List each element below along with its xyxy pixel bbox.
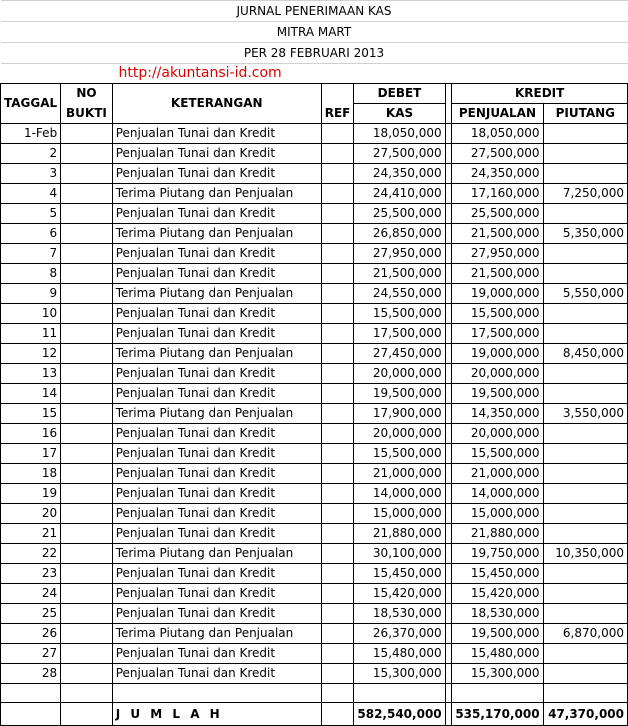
cell-ref: [321, 464, 354, 484]
table-row: [1, 424, 628, 444]
cell-kas: 26,370,000: [354, 624, 445, 644]
cell-tanggal: 25: [1, 604, 61, 624]
cell-piutang: [543, 364, 627, 384]
cell-piutang: [543, 584, 627, 604]
cell-keterangan: Terima Piutang dan Penjualan: [112, 624, 321, 644]
cell-divider: [445, 604, 452, 624]
cell-keterangan: Penjualan Tunai dan Kredit: [112, 584, 321, 604]
header-piutang: PIUTANG: [543, 104, 627, 124]
cell-penjualan: 21,500,000: [452, 224, 543, 244]
cell-ref: [321, 424, 354, 444]
table-row: [1, 504, 628, 524]
cell-penjualan: 15,500,000: [452, 304, 543, 324]
total-label: J U M L A H: [112, 703, 321, 726]
cell-tanggal: 17: [1, 444, 61, 464]
table-row: [1, 624, 628, 644]
cell-piutang: [543, 164, 627, 184]
cell-ref: [321, 584, 354, 604]
cell-no-bukti: [61, 504, 113, 524]
cell-divider: [445, 504, 452, 524]
cell-divider: [445, 644, 452, 664]
cell-tanggal: 18: [1, 464, 61, 484]
cell-ref: [321, 364, 354, 384]
cell-kas: 20,000,000: [354, 364, 445, 384]
cell-tanggal: 19: [1, 484, 61, 504]
cell-divider: [445, 524, 452, 544]
cell-no-bukti: [61, 164, 113, 184]
cell-keterangan: Penjualan Tunai dan Kredit: [112, 524, 321, 544]
cell-kas: 27,950,000: [354, 244, 445, 264]
cell-kas: 14,000,000: [354, 484, 445, 504]
cell-piutang: 10,350,000: [543, 544, 627, 564]
cell-divider: [445, 544, 452, 564]
cell-tanggal: 14: [1, 384, 61, 404]
cell-divider: [445, 264, 452, 284]
cell-kas: 18,050,000: [354, 124, 445, 144]
cell-penjualan: 18,050,000: [452, 124, 543, 144]
cell-tanggal: 7: [1, 244, 61, 264]
table-row: [1, 244, 628, 264]
cell-penjualan: 19,500,000: [452, 624, 543, 644]
cell-ref: [321, 624, 354, 644]
cell-ref: [321, 664, 354, 684]
cell-ref: [321, 244, 354, 264]
cell-no-bukti: [61, 664, 113, 684]
cell-divider: [445, 304, 452, 324]
cell-tanggal: 16: [1, 424, 61, 444]
total-kas: 582,540,000: [354, 703, 445, 726]
cell-piutang: [543, 684, 627, 703]
cell-no-bukti: [61, 564, 113, 584]
cell-tanggal: 26: [1, 624, 61, 644]
table-row: [1, 544, 628, 564]
cell-divider: [445, 324, 452, 344]
cell-ref: [321, 384, 354, 404]
cell-kas: 15,500,000: [354, 444, 445, 464]
cell-keterangan: Penjualan Tunai dan Kredit: [112, 664, 321, 684]
cell-piutang: [543, 464, 627, 484]
site-url[interactable]: http://akuntansi-id.com: [118, 65, 282, 81]
cell-keterangan: Penjualan Tunai dan Kredit: [112, 424, 321, 444]
cell-no-bukti: [61, 404, 113, 424]
cell-no-bukti: [61, 184, 113, 204]
cell-kas: 24,410,000: [354, 184, 445, 204]
cell-tanggal: [1, 703, 61, 726]
cell-kas: 15,300,000: [354, 664, 445, 684]
cell-no-bukti: [61, 524, 113, 544]
cell-keterangan: Penjualan Tunai dan Kredit: [112, 604, 321, 624]
cell-penjualan: 15,420,000: [452, 584, 543, 604]
cell-penjualan: 19,000,000: [452, 284, 543, 304]
cell-ref: [321, 284, 354, 304]
table-row: [1, 184, 628, 204]
cell-keterangan: Terima Piutang dan Penjualan: [112, 184, 321, 204]
cell-tanggal: 10: [1, 304, 61, 324]
cell-tanggal: 5: [1, 204, 61, 224]
table-row: [1, 364, 628, 384]
cell-divider: [445, 184, 452, 204]
cell-divider: [445, 284, 452, 304]
cell-tanggal: 22: [1, 544, 61, 564]
double-divider: [445, 84, 452, 124]
cell-keterangan: Penjualan Tunai dan Kredit: [112, 644, 321, 664]
cell-kas: 25,500,000: [354, 204, 445, 224]
cell-ref: [321, 164, 354, 184]
cell-piutang: 6,870,000: [543, 624, 627, 644]
cell-tanggal: 4: [1, 184, 61, 204]
cell-keterangan: Terima Piutang dan Penjualan: [112, 224, 321, 244]
table-row: [1, 164, 628, 184]
header-debet: DEBET: [354, 84, 445, 104]
cell-no-bukti: [61, 444, 113, 464]
cell-penjualan: 17,500,000: [452, 324, 543, 344]
table-row: [1, 224, 628, 244]
table-row: [1, 584, 628, 604]
cell-piutang: [543, 524, 627, 544]
table-row: [1, 284, 628, 304]
cell-penjualan: 14,000,000: [452, 484, 543, 504]
cell-keterangan: Penjualan Tunai dan Kredit: [112, 324, 321, 344]
total-penjualan: 535,170,000: [452, 703, 543, 726]
company-name: MITRA MART: [1, 22, 628, 43]
table-row: [1, 464, 628, 484]
table-row: [1, 144, 628, 164]
cell-piutang: [543, 664, 627, 684]
cell-keterangan: Penjualan Tunai dan Kredit: [112, 364, 321, 384]
cell-piutang: 3,550,000: [543, 404, 627, 424]
cell-kas: 26,850,000: [354, 224, 445, 244]
cell-divider: [445, 204, 452, 224]
cell-penjualan: 15,500,000: [452, 444, 543, 464]
cell-divider: [445, 424, 452, 444]
cell-ref: [321, 404, 354, 424]
cell-divider: [445, 684, 452, 703]
cell-kas: 17,900,000: [354, 404, 445, 424]
cell-no-bukti: [61, 264, 113, 284]
cell-kas: 20,000,000: [354, 424, 445, 444]
cell-penjualan: 20,000,000: [452, 364, 543, 384]
cell-penjualan: 19,000,000: [452, 344, 543, 364]
cell-kas: [354, 684, 445, 703]
cell-piutang: [543, 244, 627, 264]
cell-tanggal: 21: [1, 524, 61, 544]
cell-ref: [321, 524, 354, 544]
cell-penjualan: 27,500,000: [452, 144, 543, 164]
cell-keterangan: Penjualan Tunai dan Kredit: [112, 384, 321, 404]
cell-piutang: [543, 264, 627, 284]
cell-no-bukti: [61, 364, 113, 384]
table-row: [1, 404, 628, 424]
cell-no-bukti: [61, 604, 113, 624]
cell-penjualan: 17,160,000: [452, 184, 543, 204]
cell-piutang: [543, 424, 627, 444]
cell-tanggal: 27: [1, 644, 61, 664]
cell-kas: 24,550,000: [354, 284, 445, 304]
cell-ref: [321, 324, 354, 344]
cell-ref: [321, 484, 354, 504]
cell-no-bukti: [61, 484, 113, 504]
table-row: [1, 204, 628, 224]
table-row: [1, 664, 628, 684]
cell-penjualan: 21,000,000: [452, 464, 543, 484]
cell-keterangan: Terima Piutang dan Penjualan: [112, 404, 321, 424]
table-row: [1, 264, 628, 284]
cell-keterangan: Terima Piutang dan Penjualan: [112, 344, 321, 364]
cell-ref: [321, 644, 354, 664]
cell-piutang: 5,350,000: [543, 224, 627, 244]
cell-keterangan: Penjualan Tunai dan Kredit: [112, 124, 321, 144]
cell-penjualan: 27,950,000: [452, 244, 543, 264]
cell-no-bukti: [61, 244, 113, 264]
cell-tanggal: 2: [1, 144, 61, 164]
cell-penjualan: 15,300,000: [452, 664, 543, 684]
cell-ref: [321, 564, 354, 584]
table-row: [1, 484, 628, 504]
cell-divider: [445, 124, 452, 144]
cell-no-bukti: [61, 644, 113, 664]
cell-no-bukti: [61, 584, 113, 604]
cell-piutang: 7,250,000: [543, 184, 627, 204]
cell-keterangan: Penjualan Tunai dan Kredit: [112, 484, 321, 504]
cell-divider: [445, 224, 452, 244]
cell-piutang: [543, 604, 627, 624]
cell-penjualan: 21,500,000: [452, 264, 543, 284]
cell-tanggal: 8: [1, 264, 61, 284]
cell-kas: 19,500,000: [354, 384, 445, 404]
cell-tanggal: 24: [1, 584, 61, 604]
cell-keterangan: Penjualan Tunai dan Kredit: [112, 564, 321, 584]
cell-no-bukti: [61, 304, 113, 324]
journal-title: JURNAL PENERIMAAN KAS: [1, 1, 628, 22]
table-row: [1, 524, 628, 544]
cell-piutang: 8,450,000: [543, 344, 627, 364]
cell-divider: [445, 664, 452, 684]
cell-penjualan: 15,000,000: [452, 504, 543, 524]
cell-tanggal: 28: [1, 664, 61, 684]
cell-penjualan: 15,450,000: [452, 564, 543, 584]
header-bukti: BUKTI: [61, 104, 113, 124]
cell-kas: 18,530,000: [354, 604, 445, 624]
cell-kas: 15,450,000: [354, 564, 445, 584]
cell-kas: 15,000,000: [354, 504, 445, 524]
cell-tanggal: 9: [1, 284, 61, 304]
cell-divider: [445, 384, 452, 404]
table-row: [1, 444, 628, 464]
cell-ref: [321, 344, 354, 364]
cell-tanggal: 20: [1, 504, 61, 524]
cell-penjualan: 20,000,000: [452, 424, 543, 444]
cell-divider: [445, 344, 452, 364]
cell-piutang: [543, 124, 627, 144]
cell-piutang: [543, 304, 627, 324]
cell-kas: 21,880,000: [354, 524, 445, 544]
cell-no-bukti: [61, 124, 113, 144]
header-kas: KAS: [354, 104, 445, 124]
cell-keterangan: Penjualan Tunai dan Kredit: [112, 264, 321, 284]
cell-ref: [321, 184, 354, 204]
total-row: [1, 703, 628, 726]
cell-divider: [445, 564, 452, 584]
table-row: [1, 564, 628, 584]
cell-no-bukti: [61, 384, 113, 404]
cell-ref: [321, 504, 354, 524]
cell-keterangan: Penjualan Tunai dan Kredit: [112, 464, 321, 484]
cell-penjualan: 25,500,000: [452, 204, 543, 224]
cell-piutang: 5,550,000: [543, 284, 627, 304]
cell-ref: [321, 444, 354, 464]
cell-no-bukti: [61, 224, 113, 244]
cell-piutang: [543, 204, 627, 224]
cell-no-bukti: [61, 284, 113, 304]
cell-penjualan: 19,500,000: [452, 384, 543, 404]
cell-divider: [445, 364, 452, 384]
cell-divider: [445, 244, 452, 264]
cell-ref: [321, 703, 354, 726]
cell-keterangan: Penjualan Tunai dan Kredit: [112, 204, 321, 224]
cell-tanggal: [1, 684, 61, 703]
table-row: [1, 304, 628, 324]
cell-tanggal: 12: [1, 344, 61, 364]
cell-keterangan: Penjualan Tunai dan Kredit: [112, 444, 321, 464]
cell-kas: 21,000,000: [354, 464, 445, 484]
table-row: [1, 124, 628, 144]
cell-kas: 15,480,000: [354, 644, 445, 664]
cell-no-bukti: [61, 324, 113, 344]
cell-tanggal: 23: [1, 564, 61, 584]
cell-kas: 15,500,000: [354, 304, 445, 324]
cell-penjualan: [452, 684, 543, 703]
cell-ref: [321, 604, 354, 624]
cell-keterangan: Penjualan Tunai dan Kredit: [112, 144, 321, 164]
cell-ref: [321, 204, 354, 224]
cell-kas: 15,420,000: [354, 584, 445, 604]
cell-ref: [321, 264, 354, 284]
header-tanggal: TAGGAL: [1, 84, 61, 124]
header-no: NO: [61, 84, 113, 104]
cell-tanggal: 3: [1, 164, 61, 184]
cell-no-bukti: [61, 464, 113, 484]
cell-divider: [445, 404, 452, 424]
cell-kas: 27,500,000: [354, 144, 445, 164]
period-label: PER 28 FEBRUARI 2013: [1, 43, 628, 64]
cell-keterangan: Penjualan Tunai dan Kredit: [112, 164, 321, 184]
table-row: [1, 344, 628, 364]
header-kredit: KREDIT: [452, 84, 628, 104]
cell-divider: [445, 484, 452, 504]
cell-keterangan: Terima Piutang dan Penjualan: [112, 544, 321, 564]
cell-piutang: [543, 504, 627, 524]
cell-kas: 27,450,000: [354, 344, 445, 364]
cell-piutang: [543, 144, 627, 164]
cell-piutang: [543, 644, 627, 664]
cell-piutang: [543, 484, 627, 504]
cell-keterangan: Terima Piutang dan Penjualan: [112, 284, 321, 304]
cell-ref: [321, 304, 354, 324]
cell-keterangan: [112, 684, 321, 703]
cell-penjualan: 21,880,000: [452, 524, 543, 544]
cell-kas: 30,100,000: [354, 544, 445, 564]
cell-keterangan: Penjualan Tunai dan Kredit: [112, 504, 321, 524]
cell-no-bukti: [61, 144, 113, 164]
header-penjualan: PENJUALAN: [452, 104, 543, 124]
table-row: [1, 644, 628, 664]
cell-tanggal: 15: [1, 404, 61, 424]
blank-row: [1, 684, 628, 703]
cell-divider: [445, 624, 452, 644]
cell-keterangan: Penjualan Tunai dan Kredit: [112, 304, 321, 324]
cell-piutang: [543, 384, 627, 404]
cell-piutang: [543, 324, 627, 344]
cell-divider: [445, 164, 452, 184]
cell-ref: [321, 684, 354, 703]
cell-penjualan: 19,750,000: [452, 544, 543, 564]
header-keterangan: KETERANGAN: [112, 84, 321, 124]
cell-divider: [445, 144, 452, 164]
cell-ref: [321, 544, 354, 564]
cell-no-bukti: [61, 684, 113, 703]
cell-piutang: [543, 444, 627, 464]
cell-kas: 21,500,000: [354, 264, 445, 284]
cell-no-bukti: [61, 424, 113, 444]
cell-penjualan: 24,350,000: [452, 164, 543, 184]
cell-penjualan: 14,350,000: [452, 404, 543, 424]
cell-ref: [321, 144, 354, 164]
cell-no-bukti: [61, 624, 113, 644]
table-row: [1, 384, 628, 404]
cell-kas: 17,500,000: [354, 324, 445, 344]
table-row: [1, 604, 628, 624]
cell-kas: 24,350,000: [354, 164, 445, 184]
total-piutang: 47,370,000: [543, 703, 627, 726]
cell-no-bukti: [61, 204, 113, 224]
cell-ref: [321, 224, 354, 244]
cell-keterangan: Penjualan Tunai dan Kredit: [112, 244, 321, 264]
cell-divider: [445, 464, 452, 484]
cell-divider: [445, 584, 452, 604]
cell-piutang: [543, 564, 627, 584]
cell-penjualan: 18,530,000: [452, 604, 543, 624]
cell-divider: [445, 703, 452, 726]
cell-no-bukti: [61, 544, 113, 564]
header-ref: REF: [321, 84, 354, 124]
cell-no-bukti: [61, 703, 113, 726]
cell-tanggal: 6: [1, 224, 61, 244]
cell-tanggal: 11: [1, 324, 61, 344]
cell-no-bukti: [61, 344, 113, 364]
table-row: [1, 324, 628, 344]
cell-penjualan: 15,480,000: [452, 644, 543, 664]
cell-ref: [321, 124, 354, 144]
cell-tanggal: 13: [1, 364, 61, 384]
cell-divider: [445, 444, 452, 464]
cell-tanggal: 1-Feb: [1, 124, 61, 144]
